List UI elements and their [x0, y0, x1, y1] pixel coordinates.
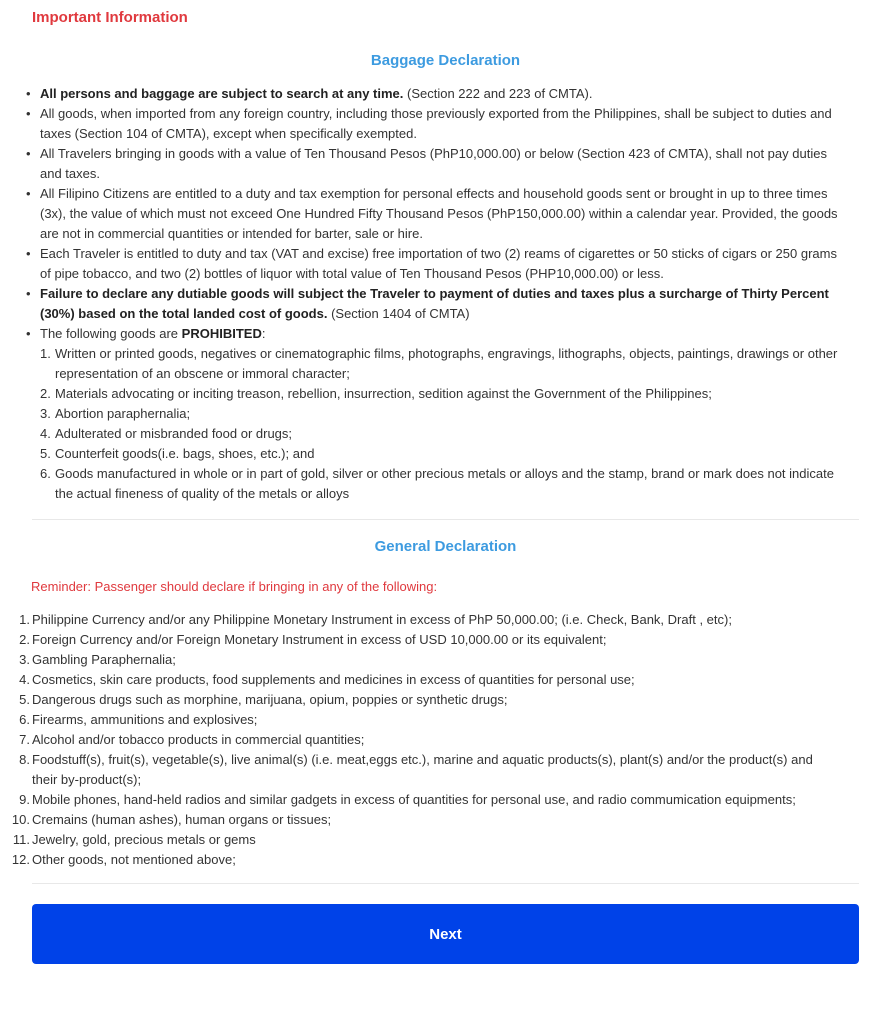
general-item-text: Foreign Currency and/or Foreign Monetary Instrument in excess of USD 10,000.00 or its equivalent; — [32, 632, 607, 647]
next-button[interactable]: Next — [32, 904, 859, 964]
bullet-text: All goods, when imported from any foreign country, including those previously exported from the Philippines, shall be subject to duties and taxes (Section 104 of CMTA), except when specifically exempted. — [40, 106, 832, 141]
bullet-icon: • — [26, 286, 31, 301]
general-declaration-title: General Declaration — [374, 538, 517, 555]
prohibited-item-text: Materials advocating or inciting treason, rebellion, insurrection, sedition against the Government of the Philippines; — [55, 386, 712, 401]
general-declaration-item — [12, 810, 839, 830]
baggage-bullet-list — [22, 84, 849, 504]
prohibited-item-text: Goods manufactured in whole or in part of gold, silver or other precious metals or alloys and the stamp, brand or mark does not indicate the actual fineness of quality of the metals or alloys — [55, 466, 834, 501]
reminder-text: Reminder: Passenger should declare if bringing in any of the following: — [31, 579, 438, 594]
general-item-text: Gambling Paraphernalia; — [32, 652, 176, 667]
prohibited-word: PROHIBITED — [181, 326, 262, 341]
general-declaration-item — [12, 790, 839, 810]
bullet-bold-text: All persons and baggage are subject to search at any time. — [40, 86, 404, 101]
prohibited-item-text: Adulterated or misbranded food or drugs; — [55, 426, 293, 441]
item-number: 12. — [11, 852, 30, 867]
general-item-text: Jewelry, gold, precious metals or gems — [32, 832, 256, 847]
item-number: 5. — [40, 446, 51, 461]
item-number: 4. — [40, 426, 51, 441]
prohibited-item — [40, 424, 849, 444]
general-item-text: Alcohol and/or tobacco products in commercial quantities; — [32, 732, 365, 747]
general-declaration-item — [12, 830, 839, 850]
prohibited-item-text: Written or printed goods, negatives or cinematographic films, photographs, engravings, lithographs, objects, paintings, drawings or other representation of an obscene or immoral character; — [55, 346, 838, 381]
item-number: 4. — [19, 672, 30, 687]
item-number: 8. — [19, 752, 30, 767]
item-number: 5. — [19, 692, 30, 707]
general-declaration-item — [12, 670, 839, 690]
baggage-bullet-item — [22, 244, 849, 284]
bullet-text: All Travelers bringing in goods with a value of Ten Thousand Pesos (PhP10,000.00) or below (Section 423 of CMTA), shall not pay duties and taxes. — [40, 146, 827, 181]
section-divider — [32, 883, 859, 884]
general-item-text: Cremains (human ashes), human organs or tissues; — [32, 812, 332, 827]
item-number: 6. — [40, 466, 51, 481]
prohibited-item — [40, 404, 849, 424]
baggage-bullet-item — [22, 84, 849, 104]
bullet-icon: • — [26, 326, 31, 341]
bullet-text: (Section 222 and 223 of CMTA). — [403, 86, 593, 101]
bullet-text: All Filipino Citizens are entitled to a duty and tax exemption for personal effects and household goods sent or brought in up to three times (3x), the value of which must not exceed One Hundred Fifty Thousand Pesos (PhP150,000.00) within a calendar year. Provided, the goods are not in commercial quantities or intended for barter, sale or hire. — [40, 186, 838, 241]
bullet-icon: • — [26, 106, 31, 121]
prohibited-item — [40, 444, 849, 464]
general-declaration-item — [12, 630, 839, 650]
bullet-text: (Section 1404 of CMTA) — [327, 306, 470, 321]
item-number: 6. — [19, 712, 30, 727]
prohibited-item — [40, 344, 849, 384]
item-number: 1. — [19, 612, 30, 627]
baggage-bullet-item — [22, 104, 849, 144]
general-declaration-item — [12, 730, 839, 750]
item-number: 2. — [40, 386, 51, 401]
general-declaration-item — [12, 710, 839, 730]
item-number: 2. — [19, 632, 30, 647]
general-item-text: Mobile phones, hand-held radios and similar gadgets in excess of quantities for personal use, and radio commumication equipments; — [32, 792, 796, 807]
bullet-icon: • — [26, 146, 31, 161]
general-item-text: Other goods, not mentioned above; — [32, 852, 236, 867]
prohibited-list — [40, 344, 849, 504]
prohibited-intro: The following goods are — [40, 326, 182, 341]
baggage-bullet-item — [22, 184, 849, 244]
prohibited-item-text: Counterfeit goods(i.e. bags, shoes, etc.); and — [55, 446, 315, 461]
general-item-text: Philippine Currency and/or any Philippine Monetary Instrument in excess of PhP 50,000.00; (i.e. Check, Bank, Draft , etc); — [32, 612, 732, 627]
general-declaration-item — [12, 650, 839, 670]
item-number: 10. — [11, 812, 30, 827]
item-number: 7. — [19, 732, 30, 747]
item-number: 3. — [19, 652, 30, 667]
baggage-bullet-item — [22, 284, 849, 324]
bullet-bold-text: Failure to declare any dutiable goods will subject the Traveler to payment of duties and taxes plus a surcharge of Thirty Percent (30%) based on the total landed cost of goods. — [40, 286, 829, 321]
general-declaration-item — [12, 850, 839, 870]
baggage-bullet-item — [22, 144, 849, 184]
prohibited-item — [40, 464, 849, 504]
item-number: 1. — [40, 346, 51, 361]
general-declaration-item — [12, 690, 839, 710]
general-item-text: Foodstuff(s), fruit(s), vegetable(s), live animal(s) (i.e. meat,eggs etc.), marine and aquatic products(s), plant(s) and/or the product(s) and their by-product(s); — [32, 752, 813, 787]
item-number: 11. — [12, 832, 30, 847]
general-declaration-list — [12, 610, 839, 870]
general-item-text: Firearms, ammunitions and explosives; — [32, 712, 258, 727]
general-declaration-item — [12, 750, 839, 790]
item-number: 3. — [40, 406, 51, 421]
general-declaration-item — [12, 610, 839, 630]
general-item-text: Dangerous drugs such as morphine, marijuana, opium, poppies or synthetic drugs; — [32, 692, 508, 707]
bullet-text: Each Traveler is entitled to duty and tax (VAT and excise) free importation of two (2) reams of cigarettes or 50 sticks of cigars or 250 grams of pipe tobacco, and two (2) bottles of liquor with total value of Ten Thousand Pesos (PHP10,000.00) or less. — [40, 246, 837, 281]
important-information-title: Important Information — [32, 9, 188, 26]
section-divider — [32, 519, 859, 520]
prohibited-item-text: Abortion paraphernalia; — [55, 406, 191, 421]
bullet-icon: • — [26, 86, 31, 101]
general-item-text: Cosmetics, skin care products, food supplements and medicines in excess of quantities for personal use; — [32, 672, 635, 687]
baggage-declaration-title: Baggage Declaration — [370, 52, 521, 69]
item-number: 9. — [19, 792, 30, 807]
prohibited-item — [40, 384, 849, 404]
bullet-icon: • — [26, 186, 31, 201]
bullet-icon: • — [26, 246, 31, 261]
prohibited-colon: : — [261, 326, 266, 341]
prohibited-bullet-item — [22, 324, 849, 504]
